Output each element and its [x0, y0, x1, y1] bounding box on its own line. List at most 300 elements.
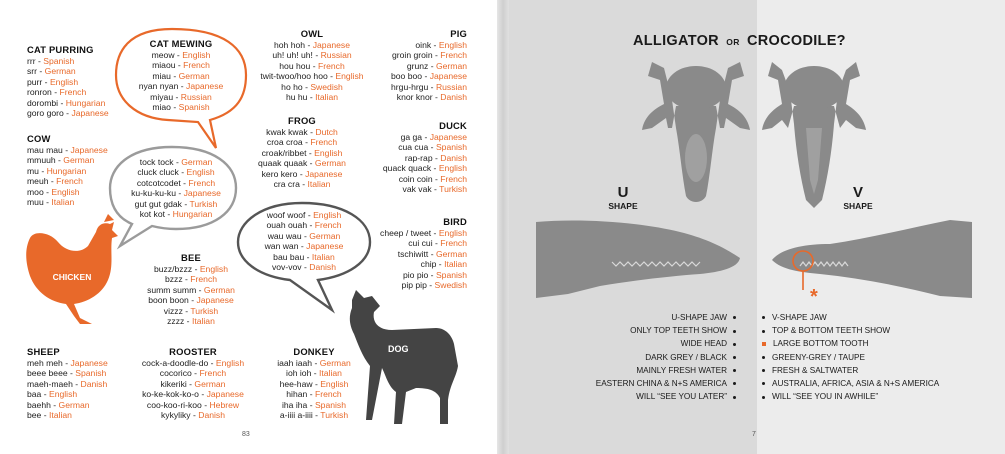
- trait-text: TOP & BOTTOM TEETH SHOW: [772, 326, 891, 336]
- crocodile-trait: [762, 377, 992, 390]
- language-name: Japanese: [71, 108, 109, 119]
- sound-text: zzzz: [167, 316, 185, 327]
- alligator-trait: [536, 324, 736, 337]
- separator: -: [432, 50, 441, 61]
- sound-text: cra cra: [273, 179, 300, 190]
- sound-text: meh meh: [27, 358, 63, 368]
- v-letter: V: [852, 184, 863, 201]
- language-name: Italian: [307, 179, 331, 190]
- sound-text: dorombi: [27, 97, 59, 108]
- language-name: Spanish: [43, 56, 75, 66]
- cow-title: COW: [27, 133, 51, 144]
- v-shape-label: [836, 185, 880, 211]
- separator: -: [186, 378, 195, 389]
- separator: -: [188, 295, 197, 306]
- sound-text: muu: [27, 197, 44, 208]
- crocodile-trait: [762, 337, 992, 350]
- v-shape-word: SHAPE: [843, 201, 873, 211]
- crocodile-trait: [762, 324, 992, 337]
- language-name: Spanish: [435, 142, 467, 153]
- language-name: Hebrew: [209, 399, 240, 410]
- language-name: French: [199, 368, 227, 379]
- crocodile-trait: [762, 351, 992, 364]
- sound-text: wan wan: [264, 241, 299, 252]
- sound-text: summ summ: [147, 284, 197, 295]
- separator: -: [35, 56, 44, 66]
- alligator-trait: [536, 390, 736, 403]
- sound-text: uh! uh! uh!: [272, 50, 313, 61]
- language-name: German: [58, 399, 90, 410]
- rooster-title: ROOSTER: [169, 346, 217, 357]
- crocodile-traits-list: [762, 311, 992, 403]
- sound-text: ga ga: [400, 132, 423, 142]
- bird-title: BIRD: [443, 216, 467, 227]
- language-name: Japanese: [429, 132, 467, 142]
- separator: -: [170, 102, 179, 113]
- separator: -: [58, 97, 66, 108]
- separator: -: [307, 399, 315, 410]
- language-name: Japanese: [183, 188, 221, 199]
- bullet-icon: [733, 356, 736, 359]
- sound-text: ho ho: [281, 81, 303, 92]
- language-name: German: [319, 358, 351, 368]
- separator: -: [305, 40, 313, 50]
- bullet-icon: [733, 382, 736, 385]
- cat-mewing-title: CAT MEWING: [149, 38, 213, 49]
- sound-text: kot kot: [139, 209, 166, 220]
- separator: -: [302, 137, 311, 148]
- separator: -: [298, 241, 307, 252]
- language-name: French: [188, 177, 216, 188]
- separator: -: [422, 71, 430, 82]
- language-name: Italian: [51, 197, 75, 208]
- bullet-icon: [733, 343, 736, 346]
- bullet-icon: [733, 396, 736, 399]
- frog-title: FROG: [288, 115, 316, 126]
- right-page-number: 7: [752, 431, 756, 438]
- separator: -: [327, 71, 336, 82]
- sound-text: tock tock: [139, 157, 174, 167]
- sound-text: meuh: [27, 176, 49, 187]
- language-name: French: [440, 50, 467, 61]
- separator: -: [181, 198, 190, 209]
- language-name: German: [63, 155, 95, 166]
- separator: -: [43, 186, 52, 197]
- separator: -: [178, 81, 187, 92]
- sound-text: miao: [152, 102, 171, 113]
- sound-text: ioh ioh: [286, 368, 312, 379]
- language-name: Japanese: [305, 168, 343, 179]
- separator: -: [428, 248, 436, 259]
- sound-text: baa: [27, 389, 42, 400]
- sound-text: groin groin: [392, 50, 433, 61]
- separator: -: [180, 177, 189, 188]
- crocodile-trait: [762, 390, 992, 403]
- language-name: Italian: [311, 251, 335, 262]
- separator: -: [178, 167, 187, 178]
- language-name: English: [182, 50, 211, 60]
- donkey-title: DONKEY: [293, 346, 335, 357]
- sound-text: pio pio: [402, 269, 429, 280]
- language-name: Turkish: [190, 305, 219, 316]
- language-name: English: [49, 76, 79, 87]
- language-name: English: [215, 358, 245, 368]
- sound-text: iha iha: [281, 399, 308, 410]
- separator: -: [48, 176, 57, 187]
- sound-text: rap-rap: [404, 152, 433, 163]
- sound-text: kikeriki: [160, 378, 187, 389]
- separator: -: [190, 410, 199, 421]
- language-name: Swedish: [310, 81, 343, 92]
- language-name: Japanese: [186, 81, 224, 92]
- sound-text: knor knor: [396, 92, 433, 103]
- separator: -: [431, 40, 439, 50]
- u-letter: U: [617, 184, 629, 201]
- separator: -: [428, 269, 436, 280]
- sound-text: cock-a-doodle-do: [141, 358, 209, 368]
- sound-text: ronron: [27, 87, 52, 98]
- trait-text: WILL “SEE YOU IN AWHILE”: [772, 392, 879, 402]
- language-name: Russian: [180, 91, 212, 102]
- language-name: Danish: [80, 378, 108, 389]
- sound-text: oink: [415, 40, 432, 50]
- sound-text: nyan nyan: [138, 81, 179, 92]
- pig-title: PIG: [450, 28, 467, 39]
- separator: -: [170, 70, 179, 81]
- language-name: Japanese: [306, 241, 344, 252]
- sound-text: cui cui: [408, 238, 433, 249]
- alligator-traits-list: [536, 311, 736, 403]
- trait-text: DARK GREY / BLACK: [645, 352, 727, 362]
- language-name: English: [438, 40, 467, 50]
- sound-text: chip: [420, 259, 437, 270]
- separator: -: [436, 259, 445, 270]
- sound-text: woof woof: [266, 210, 306, 220]
- language-name: English: [335, 71, 364, 82]
- separator: -: [173, 157, 182, 167]
- trait-text: EASTERN CHINA & N+S AMERICA: [595, 379, 727, 389]
- trait-text: ONLY TOP TEETH SHOW: [630, 326, 727, 336]
- language-name: Turkish: [320, 410, 349, 421]
- heading-alligator: ALLIGATOR: [633, 33, 719, 49]
- separator: -: [431, 163, 439, 174]
- separator: -: [312, 410, 321, 421]
- separator: -: [307, 220, 315, 231]
- language-name: Japanese: [206, 389, 244, 400]
- sound-text: kwak kwak: [266, 127, 308, 137]
- sound-text: gut gut gdak: [134, 198, 182, 209]
- sound-text: cluck cluck: [137, 167, 179, 178]
- sound-text: ouah ouah: [266, 220, 308, 231]
- language-name: Italian: [48, 410, 72, 421]
- separator: -: [208, 358, 216, 368]
- language-name: Spanish: [314, 399, 347, 410]
- large-tooth-asterisk: *: [810, 286, 818, 308]
- separator: -: [422, 132, 430, 142]
- bullet-icon: [733, 316, 736, 319]
- separator: -: [62, 145, 71, 155]
- heading-or: OR: [726, 37, 740, 47]
- separator: -: [192, 264, 200, 274]
- separator: -: [37, 66, 45, 77]
- language-name: Japanese: [196, 295, 234, 306]
- language-name: Swedish: [434, 280, 467, 291]
- language-name: Italian: [315, 92, 339, 103]
- separator: -: [304, 251, 312, 262]
- sound-text: hee-haw: [279, 378, 313, 389]
- bullet-icon: [733, 369, 736, 372]
- language-name: Danish: [309, 262, 336, 273]
- bullet-icon: [733, 330, 736, 333]
- separator: -: [432, 238, 441, 249]
- language-name: Spanish: [435, 269, 467, 280]
- separator: -: [306, 147, 315, 158]
- language-name: French: [440, 173, 467, 184]
- sound-text: miau: [152, 70, 171, 81]
- sound-text: croa croa: [266, 137, 303, 148]
- trait-text: V-SHAPE JAW: [772, 313, 827, 322]
- separator: -: [201, 399, 210, 410]
- chicken-label: CHICKEN: [52, 272, 92, 282]
- trait-text: FRESH & SALTWATER: [772, 365, 859, 375]
- separator: -: [175, 60, 184, 71]
- sound-text: ku-ku-ku-ku: [131, 188, 176, 199]
- language-name: Dutch: [315, 127, 338, 137]
- language-name: German: [181, 157, 213, 167]
- separator: -: [182, 305, 191, 316]
- sound-text: miyau: [150, 91, 174, 102]
- language-name: German: [435, 248, 467, 259]
- language-name: French: [440, 238, 467, 249]
- separator: -: [312, 50, 321, 61]
- sound-text: miaou: [152, 60, 176, 71]
- sound-text: baehh: [27, 399, 51, 410]
- separator: -: [301, 230, 310, 241]
- sound-text: goro goro: [27, 108, 64, 119]
- sound-text: mau mau: [27, 145, 63, 155]
- separator: -: [311, 368, 320, 379]
- bullet-icon: [762, 369, 765, 372]
- language-name: English: [48, 389, 78, 400]
- alligator-trait: [536, 351, 736, 364]
- trait-text: WILL “SEE YOU LATER”: [636, 392, 727, 402]
- separator: -: [307, 127, 316, 137]
- language-name: Hungarian: [65, 97, 106, 108]
- separator: -: [307, 158, 315, 169]
- separator: -: [432, 173, 441, 184]
- bee-title: BEE: [181, 252, 201, 263]
- separator: -: [41, 410, 49, 421]
- sound-text: cua cua: [398, 142, 429, 153]
- language-name: Italian: [191, 316, 215, 327]
- language-name: French: [310, 137, 338, 148]
- separator: -: [432, 92, 441, 103]
- language-name: English: [313, 210, 342, 220]
- language-name: German: [314, 158, 346, 169]
- language-name: English: [186, 167, 215, 178]
- separator: -: [38, 165, 47, 176]
- separator: -: [51, 87, 60, 98]
- sound-text: mmuuh: [27, 155, 56, 166]
- language-name: French: [56, 176, 83, 187]
- sound-text: moo: [27, 186, 44, 197]
- language-name: German: [203, 284, 235, 295]
- u-shape-label: [608, 185, 638, 211]
- trait-text: MAINLY FRESH WATER: [636, 365, 727, 375]
- separator: -: [310, 60, 318, 71]
- language-name: French: [59, 87, 87, 98]
- alligator-trait: [536, 337, 736, 350]
- language-name: French: [190, 274, 218, 285]
- sound-text: kykyliky: [160, 410, 191, 421]
- bullet-icon: [762, 316, 765, 319]
- language-name: Japanese: [429, 71, 467, 82]
- sound-text: hoh hoh: [274, 40, 306, 50]
- separator: -: [184, 316, 192, 327]
- trait-text: LARGE BOTTOM TOOTH: [773, 339, 869, 349]
- separator: -: [175, 188, 184, 199]
- language-name: German: [44, 66, 76, 77]
- crocodile-head-side: [772, 220, 972, 298]
- language-name: Spanish: [178, 102, 210, 113]
- language-name: English: [51, 186, 80, 197]
- bullet-icon: [762, 396, 765, 399]
- sound-text: srr: [27, 66, 38, 77]
- separator: -: [312, 358, 320, 368]
- separator: -: [196, 284, 204, 295]
- language-name: English: [199, 264, 229, 274]
- separator: -: [63, 108, 72, 119]
- sound-text: hihan: [286, 389, 308, 400]
- separator: -: [165, 209, 173, 220]
- sound-text: coin coin: [398, 173, 433, 184]
- cat-purring-title: CAT PURRING: [27, 44, 94, 55]
- bullet-icon: [762, 382, 765, 385]
- alligator-trait: [536, 311, 736, 324]
- separator: -: [72, 378, 81, 389]
- sound-text: vov-vov: [271, 262, 302, 273]
- separator: -: [198, 389, 207, 400]
- bullet-icon: [762, 356, 765, 359]
- language-name: English: [314, 147, 343, 158]
- sound-text: grunz: [406, 60, 429, 71]
- sound-text: meow: [151, 50, 175, 60]
- language-name: Spanish: [75, 368, 107, 379]
- language-name: Italian: [319, 368, 342, 379]
- language-name: French: [317, 60, 345, 71]
- separator: -: [301, 262, 310, 273]
- sound-text: cocorico: [159, 368, 192, 379]
- sound-text: quack quack: [382, 163, 432, 174]
- separator: -: [50, 399, 59, 410]
- separator: -: [55, 155, 64, 166]
- sound-text: hrgu-hrgu: [391, 81, 429, 92]
- sound-text: maeh-maeh: [27, 378, 73, 389]
- language-name: Turkish: [439, 184, 467, 195]
- sound-text: bzzz: [164, 274, 183, 285]
- language-name: Russian: [320, 50, 352, 61]
- separator: -: [174, 50, 183, 60]
- sound-text: cotcotcodet: [136, 177, 181, 188]
- language-name: German: [435, 60, 467, 71]
- separator: -: [428, 60, 436, 71]
- separator: -: [191, 368, 200, 379]
- trait-text: WIDE HEAD: [680, 339, 727, 349]
- separator: -: [182, 274, 191, 285]
- language-name: Russian: [435, 81, 467, 92]
- separator: -: [431, 184, 440, 195]
- language-name: German: [194, 378, 226, 389]
- sound-text: croak/ribbet: [261, 147, 307, 158]
- language-name: Turkish: [189, 198, 218, 209]
- sound-text: ko-ke-kok-ko-o: [142, 389, 199, 400]
- u-shape-word: SHAPE: [608, 201, 638, 211]
- separator: -: [67, 368, 76, 379]
- separator: -: [307, 389, 315, 400]
- separator: -: [428, 81, 436, 92]
- crocodile-trait: [762, 364, 992, 377]
- sound-text: bee: [27, 410, 42, 421]
- duck-title: DUCK: [439, 120, 467, 131]
- trait-text: GREENY-GREY / TAUPE: [772, 352, 865, 362]
- sound-text: beee beee: [27, 368, 68, 379]
- sound-text: boo boo: [391, 71, 423, 82]
- sound-text: boon boon: [148, 295, 189, 306]
- language-name: Japanese: [70, 358, 108, 368]
- language-name: Danish: [198, 410, 225, 421]
- alligator-head-side: [536, 220, 740, 298]
- separator: -: [41, 389, 49, 400]
- language-name: Danish: [440, 152, 467, 163]
- sound-text: iaah iaah: [277, 358, 313, 368]
- alligator-trait: [536, 377, 736, 390]
- language-name: Danish: [440, 92, 467, 103]
- sound-text: coo-koo-ri-koo: [146, 399, 202, 410]
- sound-text: a-iiii a-iiii: [279, 410, 313, 421]
- sound-text: vak vak: [402, 184, 432, 195]
- language-name: Italian: [444, 259, 467, 270]
- language-name: Hungarian: [172, 209, 213, 220]
- separator: -: [305, 210, 314, 220]
- sound-text: kero kero: [261, 168, 298, 179]
- language-name: English: [320, 378, 349, 389]
- language-name: German: [309, 230, 341, 241]
- language-name: Japanese: [70, 145, 108, 155]
- separator: -: [297, 168, 306, 179]
- sound-text: tschiwitt: [397, 248, 429, 259]
- sound-text: quaak quaak: [258, 158, 308, 169]
- sound-text: purr: [27, 76, 43, 87]
- separator: -: [431, 228, 439, 238]
- separator: -: [299, 179, 308, 190]
- crocodile-trait: [762, 311, 992, 324]
- trait-text: AUSTRALIA, AFRICA, ASIA & N+S AMERICA: [772, 379, 940, 389]
- sound-text: twit-twoo/hoo hoo: [260, 71, 328, 82]
- separator: -: [428, 142, 436, 153]
- bullet-icon: [762, 342, 766, 346]
- separator: -: [302, 81, 311, 92]
- sound-text: vizzz: [163, 305, 183, 316]
- alligator-trait: [536, 364, 736, 377]
- language-name: German: [178, 70, 210, 81]
- separator: -: [173, 91, 181, 102]
- heading-crocodile: CROCODILE?: [746, 33, 846, 49]
- language-name: English: [438, 163, 467, 174]
- bullet-icon: [762, 330, 765, 333]
- language-name: French: [314, 220, 342, 231]
- sound-text: bau bau: [273, 251, 305, 262]
- separator: -: [62, 358, 71, 368]
